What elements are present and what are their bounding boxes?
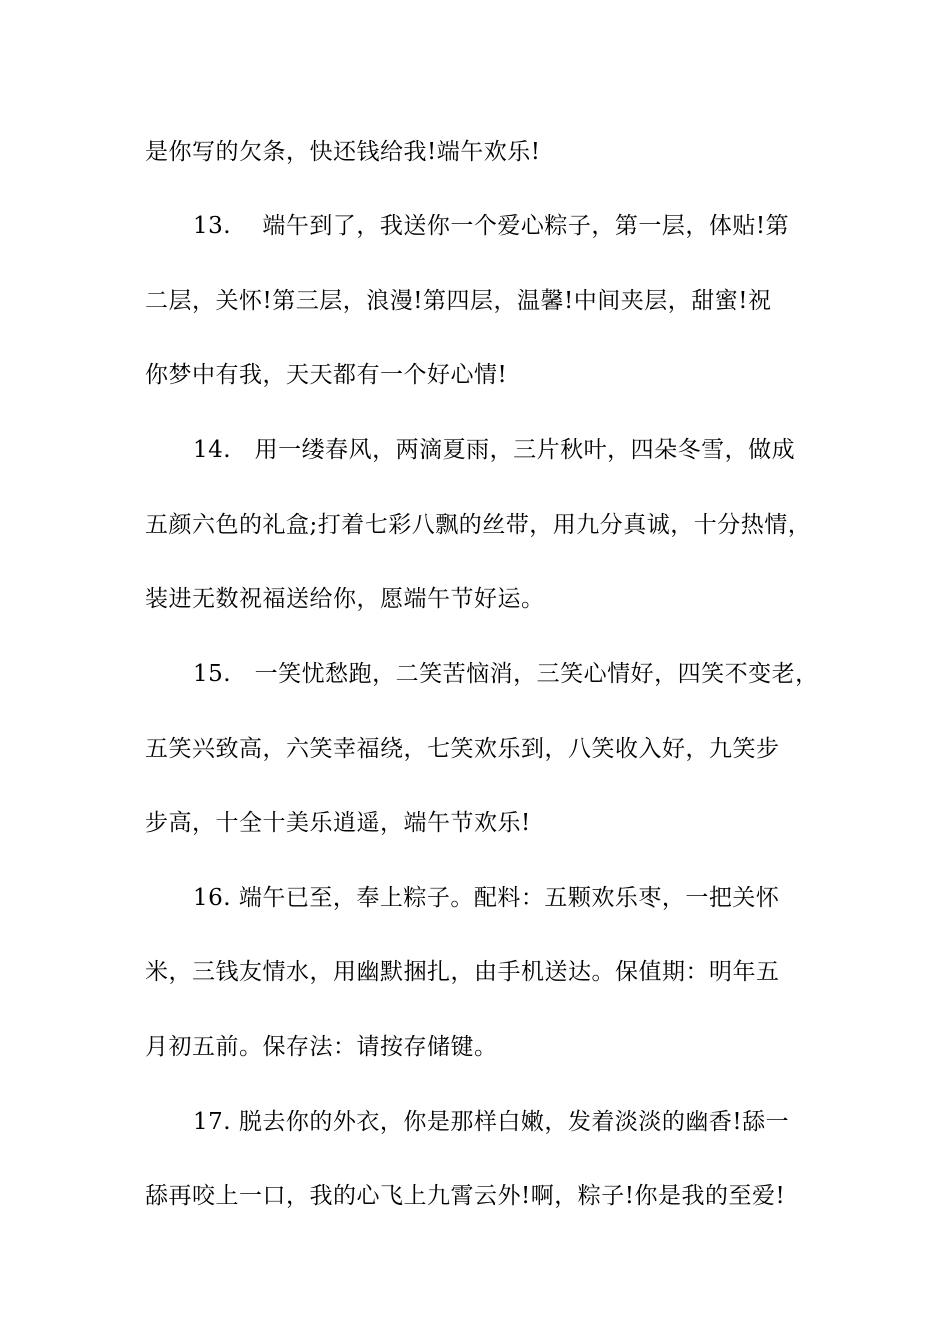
item-15-first-line: 15. 一笑忧愁跑，二笑苦恼消，三笑心情好，四笑不变老， — [193, 661, 819, 687]
text-line: 你梦中有我，天天都有一个好心情! — [145, 362, 508, 388]
item-17-first-line: 17. 脱去你的外衣，你是那样白嫩，发着淡淡的幽香!舔一 — [193, 1109, 790, 1135]
text-line: 月初五前。保存法：请按存储键。 — [145, 1034, 498, 1060]
text-line: 装进无数祝福送给你，愿端午节好运。 — [145, 586, 545, 612]
text-line: 五颜六色的礼盒;打着七彩八飘的丝带，用九分真诚，十分热情， — [145, 512, 812, 538]
text-line: 五笑兴致高，六笑幸福绕，七笑欢乐到，八笑收入好，九笑步 — [145, 736, 780, 762]
item-13-first-line: 13. 端午到了，我送你一个爱心粽子，第一层，体贴!第 — [193, 213, 790, 239]
text-line: 米，三钱友情水，用幽默捆扎，由手机送达。保值期：明年五 — [145, 959, 780, 985]
item-14-first-line: 14. 用一缕春风，两滴夏雨，三片秋叶，四朵冬雪，做成 — [193, 437, 796, 463]
text-line: 是你写的欠条，快还钱给我!端午欢乐! — [145, 139, 541, 165]
text-line: 舔再咬上一口，我的心飞上九霄云外!啊，粽子!你是我的至爱! — [145, 1183, 786, 1209]
text-line: 二层，关怀!第三层，浪漫!第四层，温馨!中间夹层，甜蜜!祝 — [145, 288, 772, 314]
item-16-first-line: 16. 端午已至，奉上粽子。配料：五颗欢乐枣，一把关怀 — [193, 885, 780, 911]
text-line: 步高，十全十美乐逍遥，端午节欢乐! — [145, 810, 531, 836]
